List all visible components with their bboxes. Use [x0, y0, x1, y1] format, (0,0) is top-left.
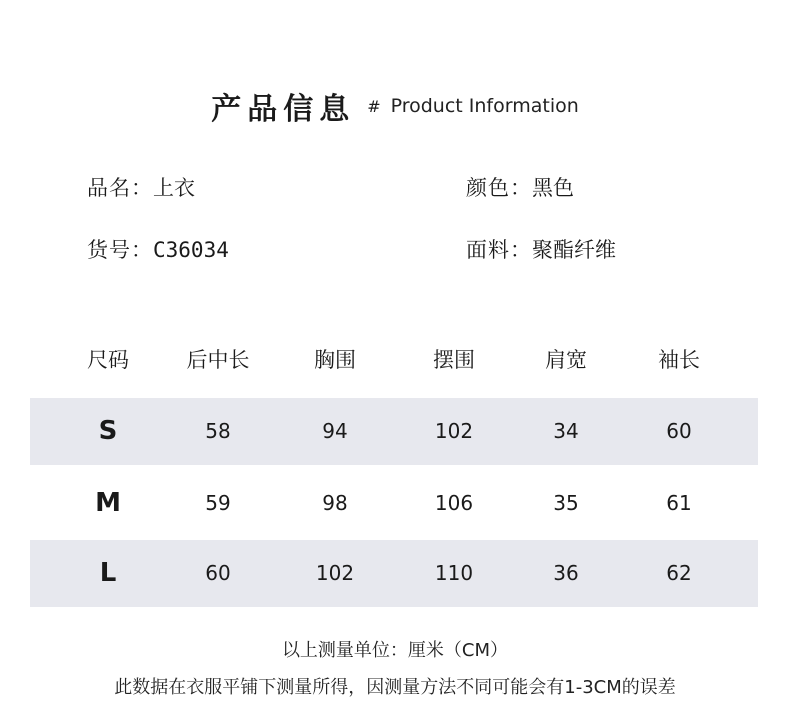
product-sku-label: 货号： — [87, 238, 153, 262]
header-shoulder: 肩宽 — [545, 348, 587, 372]
page-title — [0, 84, 790, 128]
title-english: Product Information — [390, 95, 579, 117]
chest-cell: 94 — [322, 419, 348, 443]
shoulder-cell: 34 — [553, 419, 579, 443]
unit-note: 以上测量单位：厘米（CM） — [281, 640, 509, 661]
header-hem: 摆围 — [433, 348, 475, 372]
product-color-label: 颜色： — [466, 176, 532, 200]
product-color-value: 黑色 — [532, 176, 574, 200]
product-sku — [87, 234, 229, 264]
sleeve-cell: 60 — [666, 419, 692, 443]
size-cell: S — [98, 416, 118, 446]
size-cell: M — [95, 488, 121, 518]
sleeve-cell: 62 — [666, 561, 692, 585]
hem-cell: 110 — [434, 561, 474, 585]
product-color — [466, 172, 574, 202]
title-hash: # — [367, 96, 381, 116]
back-length-cell: 60 — [205, 561, 231, 585]
table-row — [30, 398, 758, 465]
hem-cell: 102 — [434, 419, 474, 443]
header-chest: 胸围 — [314, 348, 356, 372]
back-length-cell: 59 — [205, 491, 231, 515]
product-name-label: 品名： — [87, 176, 153, 200]
chest-cell: 102 — [315, 561, 355, 585]
disclaimer-note: 此数据在衣服平铺下测量所得，因测量方法不同可能会有1-3CM的误差 — [114, 677, 676, 698]
header-sleeve: 袖长 — [658, 348, 700, 372]
shoulder-cell: 35 — [553, 491, 579, 515]
header-size: 尺码 — [87, 348, 129, 372]
product-name — [87, 172, 195, 202]
chest-cell: 98 — [322, 491, 348, 515]
title-chinese: 产品信息 — [211, 92, 356, 127]
back-length-cell: 58 — [205, 419, 231, 443]
product-fabric-value: 聚酯纤维 — [532, 238, 616, 262]
table-row — [30, 470, 758, 537]
product-fabric-label: 面料： — [466, 238, 532, 262]
header-back-length: 后中长 — [186, 348, 250, 372]
product-fabric — [466, 234, 616, 264]
product-name-value: 上衣 — [153, 176, 195, 200]
shoulder-cell: 36 — [553, 561, 579, 585]
table-row — [30, 540, 758, 607]
size-cell: L — [99, 558, 117, 588]
product-sku-value: C36034 — [153, 238, 229, 262]
sleeve-cell: 61 — [666, 491, 692, 515]
hem-cell: 106 — [434, 491, 474, 515]
